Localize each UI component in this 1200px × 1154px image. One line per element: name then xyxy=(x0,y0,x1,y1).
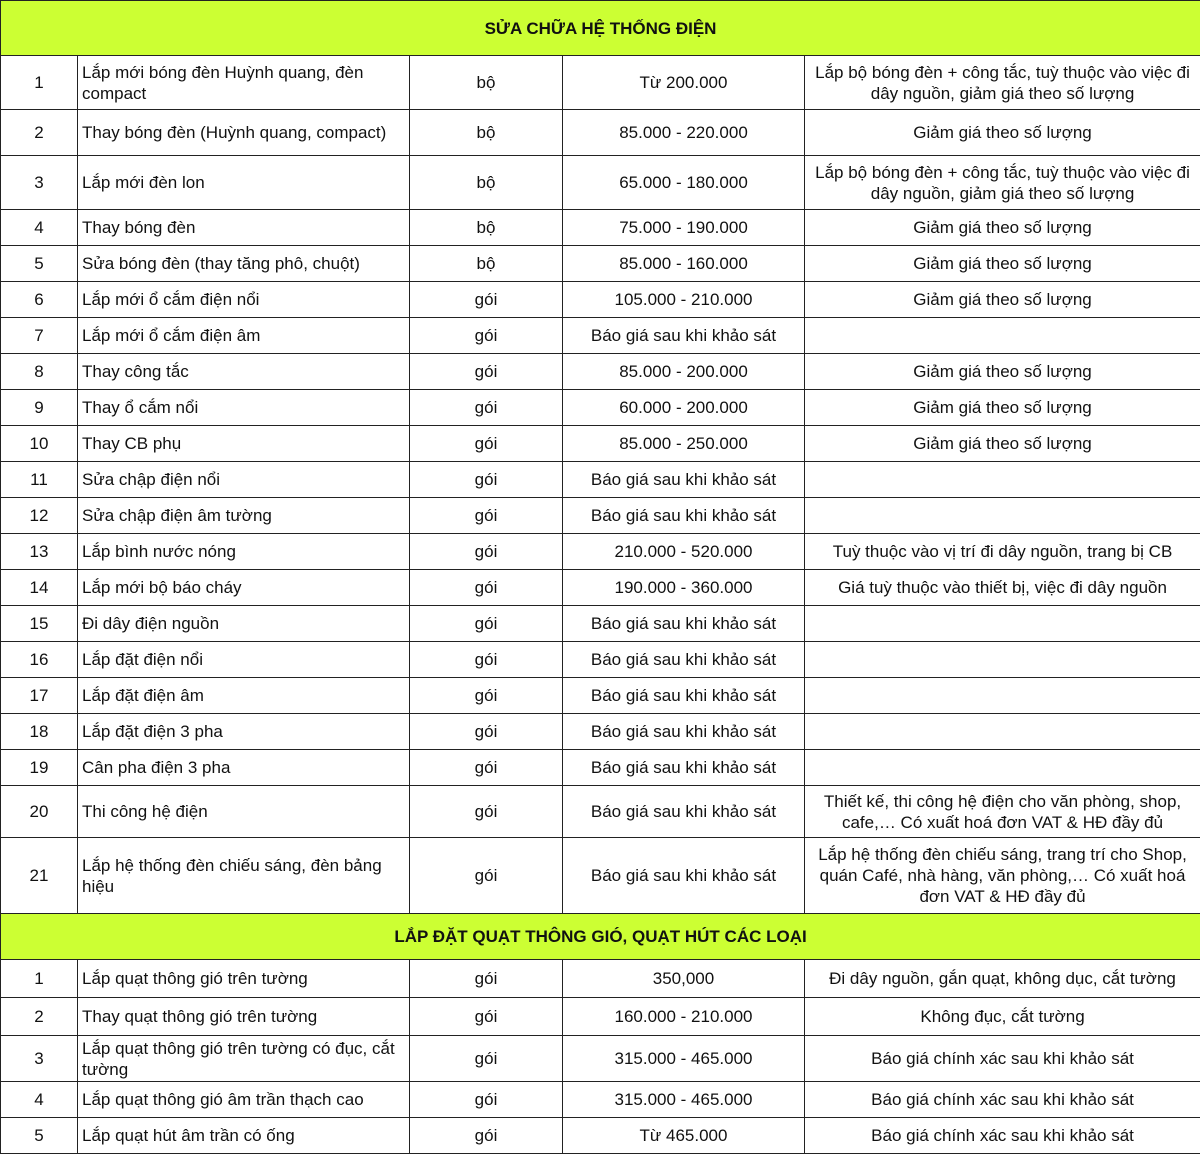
table-row xyxy=(1,462,1200,498)
unit-cell: gói xyxy=(410,960,563,998)
price-cell: 315.000 - 465.000 xyxy=(563,1036,805,1082)
price-cell: 60.000 - 200.000 xyxy=(563,390,805,426)
note-cell xyxy=(805,606,1200,642)
table-row xyxy=(1,426,1200,462)
unit-cell: gói xyxy=(410,498,563,534)
table-row xyxy=(1,606,1200,642)
note-cell: Giảm giá theo số lượng xyxy=(805,110,1200,156)
note-cell xyxy=(805,678,1200,714)
row-number-cell: 1 xyxy=(1,960,78,998)
row-number-cell: 20 xyxy=(1,786,78,838)
price-cell: Báo giá sau khi khảo sát xyxy=(563,606,805,642)
unit-cell: gói xyxy=(410,1118,563,1154)
row-number-cell: 6 xyxy=(1,282,78,318)
unit-cell: bộ xyxy=(410,56,563,110)
unit-cell: gói xyxy=(410,998,563,1036)
price-cell: 210.000 - 520.000 xyxy=(563,534,805,570)
row-number-cell: 1 xyxy=(1,56,78,110)
table-row xyxy=(1,210,1200,246)
service-name-cell: Lắp đặt điện nổi xyxy=(78,642,410,678)
row-number-cell: 7 xyxy=(1,318,78,354)
price-cell: Báo giá sau khi khảo sát xyxy=(563,786,805,838)
note-cell: Tuỳ thuộc vào vị trí đi dây nguồn, trang bị CB xyxy=(805,534,1200,570)
unit-cell: gói xyxy=(410,750,563,786)
unit-cell: gói xyxy=(410,1036,563,1082)
unit-cell: gói xyxy=(410,642,563,678)
row-number-cell: 21 xyxy=(1,838,78,914)
table-row xyxy=(1,110,1200,156)
note-cell: Giảm giá theo số lượng xyxy=(805,246,1200,282)
note-cell xyxy=(805,750,1200,786)
service-name-cell: Lắp mới ổ cắm điện âm xyxy=(78,318,410,354)
table-row xyxy=(1,498,1200,534)
unit-cell: bộ xyxy=(410,210,563,246)
price-cell: Báo giá sau khi khảo sát xyxy=(563,678,805,714)
price-cell: 85.000 - 200.000 xyxy=(563,354,805,390)
row-number-cell: 16 xyxy=(1,642,78,678)
row-number-cell: 4 xyxy=(1,1082,78,1118)
price-cell: Báo giá sau khi khảo sát xyxy=(563,462,805,498)
row-number-cell: 17 xyxy=(1,678,78,714)
service-name-cell: Thay quạt thông gió trên tường xyxy=(78,998,410,1036)
note-cell: Giá tuỳ thuộc vào thiết bị, việc đi dây nguồn xyxy=(805,570,1200,606)
note-cell xyxy=(805,642,1200,678)
note-cell: Lắp hệ thống đèn chiếu sáng, trang trí cho Shop, quán Café, nhà hàng, văn phòng,… Có xuất hoá đơn VAT & HĐ đầy đủ xyxy=(805,838,1200,914)
service-name-cell: Lắp mới bóng đèn Huỳnh quang, đèn compact xyxy=(78,56,410,110)
note-cell: Giảm giá theo số lượng xyxy=(805,282,1200,318)
unit-cell: gói xyxy=(410,838,563,914)
table-row xyxy=(1,1082,1200,1118)
price-cell: 315.000 - 465.000 xyxy=(563,1082,805,1118)
unit-cell: gói xyxy=(410,714,563,750)
price-cell: 160.000 - 210.000 xyxy=(563,998,805,1036)
unit-cell: gói xyxy=(410,534,563,570)
price-cell: 65.000 - 180.000 xyxy=(563,156,805,210)
table-row xyxy=(1,156,1200,210)
service-name-cell: Thay ổ cắm nổi xyxy=(78,390,410,426)
unit-cell: gói xyxy=(410,462,563,498)
note-cell xyxy=(805,714,1200,750)
service-name-cell: Lắp quạt thông gió trên tường có đục, cắt tường xyxy=(78,1036,410,1082)
unit-cell: gói xyxy=(410,390,563,426)
price-cell: 85.000 - 250.000 xyxy=(563,426,805,462)
unit-cell: gói xyxy=(410,282,563,318)
row-number-cell: 18 xyxy=(1,714,78,750)
row-number-cell: 13 xyxy=(1,534,78,570)
unit-cell: gói xyxy=(410,570,563,606)
table-row xyxy=(1,1036,1200,1082)
unit-cell: bộ xyxy=(410,246,563,282)
table-row xyxy=(1,960,1200,998)
service-name-cell: Đi dây điện nguồn xyxy=(78,606,410,642)
price-cell: Báo giá sau khi khảo sát xyxy=(563,642,805,678)
note-cell: Không đục, cắt tường xyxy=(805,998,1200,1036)
note-cell xyxy=(805,498,1200,534)
table-row xyxy=(1,570,1200,606)
table-row xyxy=(1,998,1200,1036)
service-name-cell: Thay CB phụ xyxy=(78,426,410,462)
row-number-cell: 14 xyxy=(1,570,78,606)
row-number-cell: 11 xyxy=(1,462,78,498)
note-cell: Giảm giá theo số lượng xyxy=(805,210,1200,246)
service-name-cell: Lắp quạt thông gió âm trần thạch cao xyxy=(78,1082,410,1118)
price-cell: Từ 200.000 xyxy=(563,56,805,110)
service-name-cell: Lắp mới ổ cắm điện nổi xyxy=(78,282,410,318)
table-row xyxy=(1,838,1200,914)
row-number-cell: 10 xyxy=(1,426,78,462)
row-number-cell: 3 xyxy=(1,1036,78,1082)
service-name-cell: Lắp mới đèn lon xyxy=(78,156,410,210)
price-cell: 85.000 - 160.000 xyxy=(563,246,805,282)
price-cell: 350,000 xyxy=(563,960,805,998)
price-cell: Báo giá sau khi khảo sát xyxy=(563,838,805,914)
table-row xyxy=(1,678,1200,714)
table-row xyxy=(1,354,1200,390)
price-cell: Báo giá sau khi khảo sát xyxy=(563,318,805,354)
note-cell: Lắp bộ bóng đèn + công tắc, tuỳ thuộc vào việc đi dây nguồn, giảm giá theo số lượng xyxy=(805,156,1200,210)
price-cell: Báo giá sau khi khảo sát xyxy=(563,498,805,534)
service-name-cell: Thay công tắc xyxy=(78,354,410,390)
unit-cell: gói xyxy=(410,678,563,714)
section-title: LẮP ĐẶT QUẠT THÔNG GIÓ, QUẠT HÚT CÁC LOẠI xyxy=(1,914,1200,960)
unit-cell: gói xyxy=(410,354,563,390)
service-name-cell: Thay bóng đèn xyxy=(78,210,410,246)
table-row xyxy=(1,642,1200,678)
service-name-cell: Lắp đặt điện 3 pha xyxy=(78,714,410,750)
price-cell: 75.000 - 190.000 xyxy=(563,210,805,246)
note-cell: Giảm giá theo số lượng xyxy=(805,354,1200,390)
note-cell: Lắp bộ bóng đèn + công tắc, tuỳ thuộc vào việc đi dây nguồn, giảm giá theo số lượng xyxy=(805,56,1200,110)
row-number-cell: 5 xyxy=(1,246,78,282)
note-cell: Báo giá chính xác sau khi khảo sát xyxy=(805,1082,1200,1118)
table-row xyxy=(1,282,1200,318)
price-cell: Báo giá sau khi khảo sát xyxy=(563,714,805,750)
price-cell: 105.000 - 210.000 xyxy=(563,282,805,318)
price-cell: 85.000 - 220.000 xyxy=(563,110,805,156)
service-name-cell: Lắp quạt thông gió trên tường xyxy=(78,960,410,998)
table-row xyxy=(1,318,1200,354)
service-name-cell: Sửa chập điện nổi xyxy=(78,462,410,498)
service-name-cell: Thay bóng đèn (Huỳnh quang, compact) xyxy=(78,110,410,156)
table-row xyxy=(1,714,1200,750)
table-row xyxy=(1,56,1200,110)
table-row xyxy=(1,750,1200,786)
unit-cell: gói xyxy=(410,1082,563,1118)
note-cell: Báo giá chính xác sau khi khảo sát xyxy=(805,1118,1200,1154)
section-title: SỬA CHỮA HỆ THỐNG ĐIỆN xyxy=(1,1,1200,56)
price-cell: Từ 465.000 xyxy=(563,1118,805,1154)
table-row xyxy=(1,534,1200,570)
price-cell: 190.000 - 360.000 xyxy=(563,570,805,606)
row-number-cell: 4 xyxy=(1,210,78,246)
row-number-cell: 12 xyxy=(1,498,78,534)
service-name-cell: Thi công hệ điện xyxy=(78,786,410,838)
service-name-cell: Sửa chập điện âm tường xyxy=(78,498,410,534)
service-name-cell: Lắp đặt điện âm xyxy=(78,678,410,714)
service-name-cell: Cân pha điện 3 pha xyxy=(78,750,410,786)
service-name-cell: Lắp quạt hút âm trần có ống xyxy=(78,1118,410,1154)
unit-cell: gói xyxy=(410,318,563,354)
price-cell: Báo giá sau khi khảo sát xyxy=(563,750,805,786)
unit-cell: gói xyxy=(410,606,563,642)
unit-cell: gói xyxy=(410,426,563,462)
row-number-cell: 2 xyxy=(1,998,78,1036)
table-row xyxy=(1,246,1200,282)
service-name-cell: Sửa bóng đèn (thay tăng phô, chuột) xyxy=(78,246,410,282)
row-number-cell: 5 xyxy=(1,1118,78,1154)
unit-cell: gói xyxy=(410,786,563,838)
service-name-cell: Lắp bình nước nóng xyxy=(78,534,410,570)
note-cell: Giảm giá theo số lượng xyxy=(805,390,1200,426)
service-name-cell: Lắp mới bộ báo cháy xyxy=(78,570,410,606)
price-table-body xyxy=(1,1,1200,1154)
service-name-cell: Lắp hệ thống đèn chiếu sáng, đèn bảng hiệu xyxy=(78,838,410,914)
row-number-cell: 9 xyxy=(1,390,78,426)
table-row xyxy=(1,390,1200,426)
note-cell: Báo giá chính xác sau khi khảo sát xyxy=(805,1036,1200,1082)
note-cell: Giảm giá theo số lượng xyxy=(805,426,1200,462)
row-number-cell: 3 xyxy=(1,156,78,210)
section-header xyxy=(1,914,1200,960)
section-header xyxy=(1,1,1200,56)
note-cell xyxy=(805,318,1200,354)
note-cell xyxy=(805,462,1200,498)
table-row xyxy=(1,786,1200,838)
row-number-cell: 8 xyxy=(1,354,78,390)
row-number-cell: 15 xyxy=(1,606,78,642)
row-number-cell: 2 xyxy=(1,110,78,156)
note-cell: Đi dây nguồn, gắn quạt, không dục, cắt tường xyxy=(805,960,1200,998)
note-cell: Thiết kế, thi công hệ điện cho văn phòng, shop, cafe,… Có xuất hoá đơn VAT & HĐ đầy đủ xyxy=(805,786,1200,838)
unit-cell: bộ xyxy=(410,156,563,210)
unit-cell: bộ xyxy=(410,110,563,156)
row-number-cell: 19 xyxy=(1,750,78,786)
table-row xyxy=(1,1118,1200,1154)
